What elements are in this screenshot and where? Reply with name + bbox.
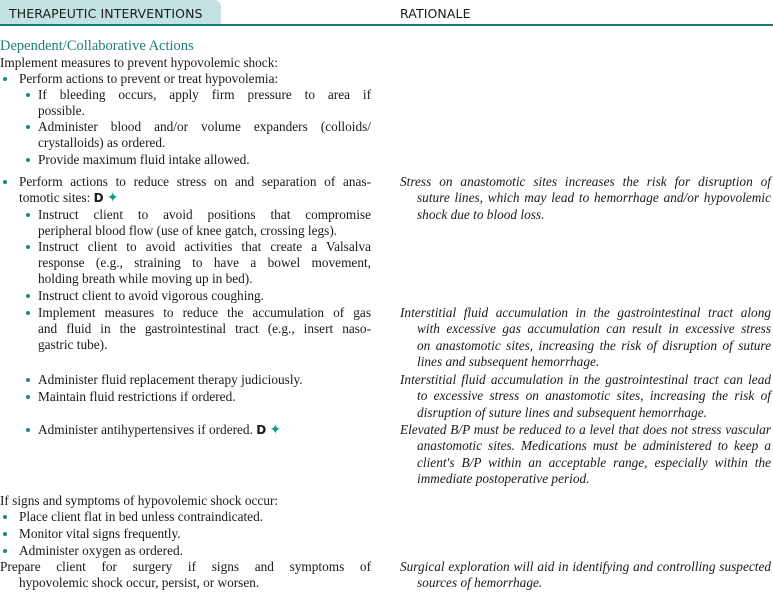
list-item-continued: response (e.g., straining to have a bowel movement, <box>38 255 371 270</box>
list-item-continued: crystalloids) as ordered. <box>38 135 166 150</box>
rationale-line: immediate postoperative period. <box>417 471 590 487</box>
rationale-line: to excessive stress on anastomotic sites, increasing the risk of <box>417 388 771 404</box>
list-item-text: tomotic sites: <box>19 190 91 205</box>
intro-text: Implement measures to prevent hypovolemic shock: <box>0 55 279 70</box>
list-item-continued: and fluid in the gastrointestinal tract (e.g., insert naso- <box>38 321 371 336</box>
rationale-line: Interstitial fluid accumulation in the gastrointestinal tract can lead <box>400 372 771 387</box>
list-item-continued: possible. <box>38 103 85 118</box>
rationale-line: Elevated B/P must be reduced to a level that does not stress vascular <box>400 422 771 437</box>
list-item: Provide maximum fluid intake allowed. <box>38 152 250 167</box>
rationale-line: sources of hemorrhage. <box>417 575 543 591</box>
surgery-text-continued: hypovolemic shock occur, persist, or worsen. <box>19 575 260 590</box>
star-icon: ✦ <box>269 423 282 438</box>
bullet-icon <box>26 245 30 249</box>
rationale-line: suture lines, which may lead to hemorrhage and/or hypovolemic <box>417 190 771 206</box>
rationale-line: with excessive gas accumulation can result in excessive stress <box>417 321 771 337</box>
list-item-continued: holding breath while moving up in bed). <box>38 271 253 286</box>
list-item: Administer blood and/or volume expanders (colloids/ <box>38 119 371 134</box>
star-icon: ✦ <box>106 191 119 206</box>
rationale-line: Stress on anastomotic sites increases the risk for disruption of <box>400 174 771 189</box>
rationale-fluid-therapy <box>400 372 771 421</box>
section-title: Dependent/Collaborative Actions <box>0 38 194 54</box>
bullet-icon <box>3 515 7 519</box>
header-divider <box>0 24 773 26</box>
bullet-icon <box>26 395 30 399</box>
rationale-antihypertensives <box>400 422 771 488</box>
rationale-line: anastomotic sites. Medications must be administered to keep a <box>417 438 771 454</box>
list-item-text: Administer antihypertensives if ordered. <box>38 422 253 437</box>
bullet-icon <box>3 549 7 553</box>
rationale-line: Surgical exploration will aid in identifying and controlling suspected <box>400 559 771 574</box>
dependent-marker: D <box>256 423 267 437</box>
list-item-continued: peripheral blood flow (use of knee gatch, crossing legs). <box>38 223 338 238</box>
list-item-continued <box>19 190 119 207</box>
bullet-icon <box>26 125 30 129</box>
rationale-line: on anastomotic sites, increasing the risk of disruption of suture <box>417 337 771 353</box>
rationale-line: lines and subsequent hemorrhage. <box>417 354 600 370</box>
bullet-icon <box>26 311 30 315</box>
column-header-interventions: THERAPEUTIC INTERVENTIONS <box>9 6 203 21</box>
dependent-marker: D <box>93 191 104 205</box>
rationale-line: Interstitial fluid accumulation in the gastrointestinal tract along <box>400 305 771 320</box>
bullet-icon <box>26 378 30 382</box>
table-header <box>0 0 773 25</box>
list-item <box>38 422 281 439</box>
list-item: Instruct client to avoid activities that create a Valsalva <box>38 239 371 254</box>
bullet-icon <box>26 93 30 97</box>
bullet-icon <box>26 294 30 298</box>
list-item: Administer fluid replacement therapy judiciously. <box>38 372 303 387</box>
rationale-line: disruption of suture lines and subsequent hemorrhage. <box>417 404 707 420</box>
bullet-icon <box>3 77 7 81</box>
list-item: Instruct client to avoid vigorous coughing. <box>38 288 265 303</box>
list-item: Maintain fluid restrictions if ordered. <box>38 389 236 404</box>
bullet-icon <box>26 158 30 162</box>
list-item: If bleeding occurs, apply firm pressure to area if <box>38 87 371 102</box>
list-item: Place client flat in bed unless contraindicated. <box>19 509 264 524</box>
list-item: Perform actions to prevent or treat hypovolemia: <box>19 71 279 86</box>
column-header-rationale: RATIONALE <box>400 6 471 21</box>
list-item: Monitor vital signs frequently. <box>19 526 181 541</box>
list-item-continued: gastric tube). <box>38 337 108 352</box>
bullet-icon <box>26 428 30 432</box>
rationale-anastomotic-stress <box>400 174 771 223</box>
list-item: Administer oxygen as ordered. <box>19 543 183 558</box>
rationale-line: client's B/P within an acceptable range, especially within the <box>417 454 771 470</box>
surgery-text: Prepare client for surgery if signs and symptoms of <box>0 559 371 574</box>
bullet-icon <box>3 532 7 536</box>
bullet-icon <box>3 180 7 184</box>
list-item: Perform actions to reduce stress on and separation of anas- <box>19 174 371 189</box>
list-item: Instruct client to avoid positions that compromise <box>38 207 371 222</box>
rationale-gas-fluid-accumulation <box>400 305 771 371</box>
shock-intro-text: If signs and symptoms of hypovolemic shock occur: <box>0 493 279 508</box>
rationale-surgery <box>400 559 771 592</box>
bullet-icon <box>26 213 30 217</box>
list-item: Implement measures to reduce the accumulation of gas <box>38 305 371 320</box>
rationale-line: shock due to blood loss. <box>417 206 545 222</box>
